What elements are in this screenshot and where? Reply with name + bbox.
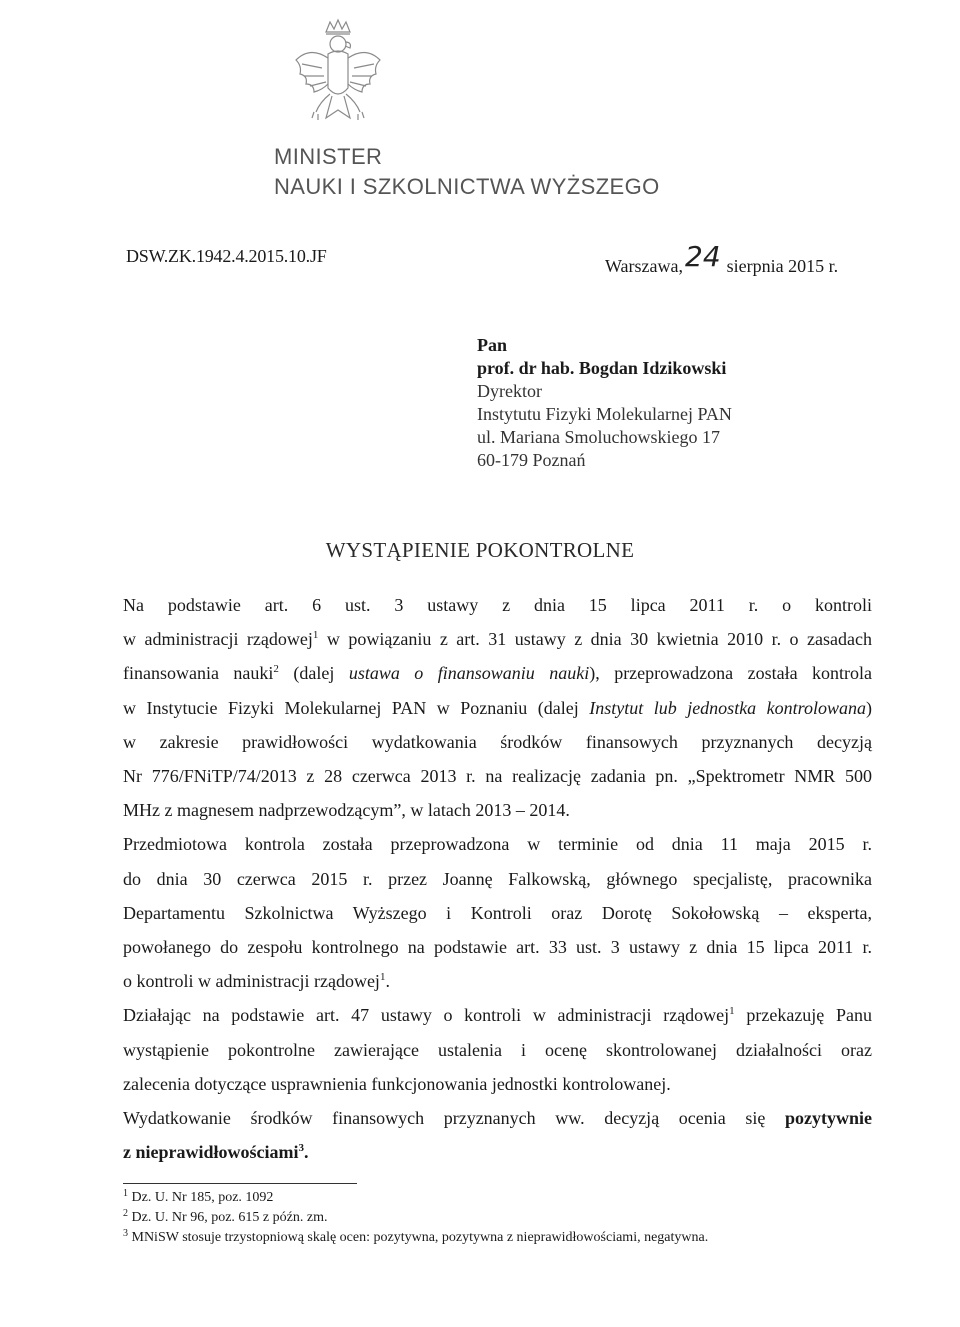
- body-line: finansowania nauki$^2$ (dalej ustawa o finansowaniu nauki), przeprowadzona została kontrola: [123, 663, 873, 684]
- polish-eagle-emblem: [292, 18, 384, 130]
- addressee-title: Dyrektor: [477, 381, 542, 401]
- addressee-city: 60-179 Poznań: [477, 450, 586, 470]
- place-date: [605, 240, 839, 279]
- body-line: z nieprawidłowościami$^3$.: [123, 1142, 309, 1163]
- footnote: $^2$ Dz. U. Nr 96, poz. 615 z późn. zm.: [123, 1208, 328, 1225]
- body-line: w zakresie prawidłowości wydatkowania środków finansowych przyznanych decyzją: [123, 731, 872, 752]
- body-line: w administracji rządowej$^1$ w powiązaniu z art. 31 ustawy z dnia 30 kwietnia 2010 r. o zasadach: [123, 629, 872, 650]
- addressee-name: prof. dr hab. Bogdan Idzikowski: [477, 358, 727, 378]
- letter-body: [123, 588, 872, 1169]
- body-line: w Instytucie Fizyki Molekularnej PAN w Poznaniu (dalej Instytut lub jednostka kontrolowana): [123, 697, 873, 718]
- addressee-salutation: Pan: [477, 335, 508, 355]
- body-line: zalecenia dotyczące usprawnienia funkcjonowania jednostki kontrolowanej.: [123, 1073, 671, 1094]
- body-line: Departamentu Szkolnictwa Wyższego i Kontroli oraz Dorotę Sokołowską – eksperta,: [123, 902, 872, 923]
- ministry-name: [274, 142, 660, 202]
- body-line: Wydatkowanie środków finansowych przyznanych ww. decyzją ocenia się pozytywnie: [123, 1108, 872, 1129]
- addressee-block: [477, 334, 732, 472]
- document-title: WYSTĄPIENIE POKONTROLNE: [325, 538, 635, 562]
- footnotes: [123, 1188, 883, 1248]
- body-line: wystąpienie pokontrolne zawierające ustalenia i ocenę skontrolowanej działalności oraz: [123, 1039, 872, 1060]
- footnote-divider: [123, 1183, 357, 1184]
- city: Warszawa,: [605, 256, 684, 276]
- month-year: sierpnia 2015 r.: [726, 256, 839, 276]
- footnote: $^3$ MNiSW stosuje trzystopniową skalę ocen: pozytywna, pozytywna z nieprawidłowościami, negatywna.: [123, 1228, 709, 1245]
- body-line: Przedmiotowa kontrola została przeprowadzona w terminie od dnia 11 maja 2015 r.: [123, 834, 872, 855]
- body-line: o kontroli w administracji rządowej$^1$.: [123, 971, 390, 992]
- handwritten-day: 24: [685, 240, 721, 273]
- body-line: Na podstawie art. 6 ust. 3 ustawy z dnia 15 lipca 2011 r. o kontroli: [123, 595, 872, 615]
- reference-number: DSW.ZK.1942.4.2015.10.JF: [126, 246, 327, 266]
- addressee-street: ul. Mariana Smoluchowskiego 17: [477, 427, 720, 447]
- addressee-institution: Instytutu Fizyki Molekularnej PAN: [477, 404, 732, 424]
- body-line: do dnia 30 czerwca 2015 r. przez Joannę Falkowską, głównego specjalistę, pracownika: [123, 868, 872, 889]
- ministry-line-1: MINISTER: [274, 144, 383, 169]
- body-line: powołanego do zespołu kontrolnego na podstawie art. 33 ust. 3 ustawy z dnia 15 lipca 2011 r.: [123, 937, 872, 958]
- ministry-line-2: NAUKI I SZKOLNICTWA WYŻSZEGO: [274, 174, 660, 199]
- body-line: Nr 776/FNiTP/74/2013 z 28 czerwca 2013 r. na realizację zadania pn. „Spektrometr NMR 500: [123, 766, 872, 787]
- footnote: $^1$ Dz. U. Nr 185, poz. 1092: [123, 1188, 274, 1205]
- body-line: Działając na podstawie art. 47 ustawy o kontroli w administracji rządowej$^1$ przekazuję Panu: [123, 1005, 872, 1026]
- body-line: MHz z magnesem nadprzewodzącym”, w latach 2013 – 2014.: [123, 800, 570, 821]
